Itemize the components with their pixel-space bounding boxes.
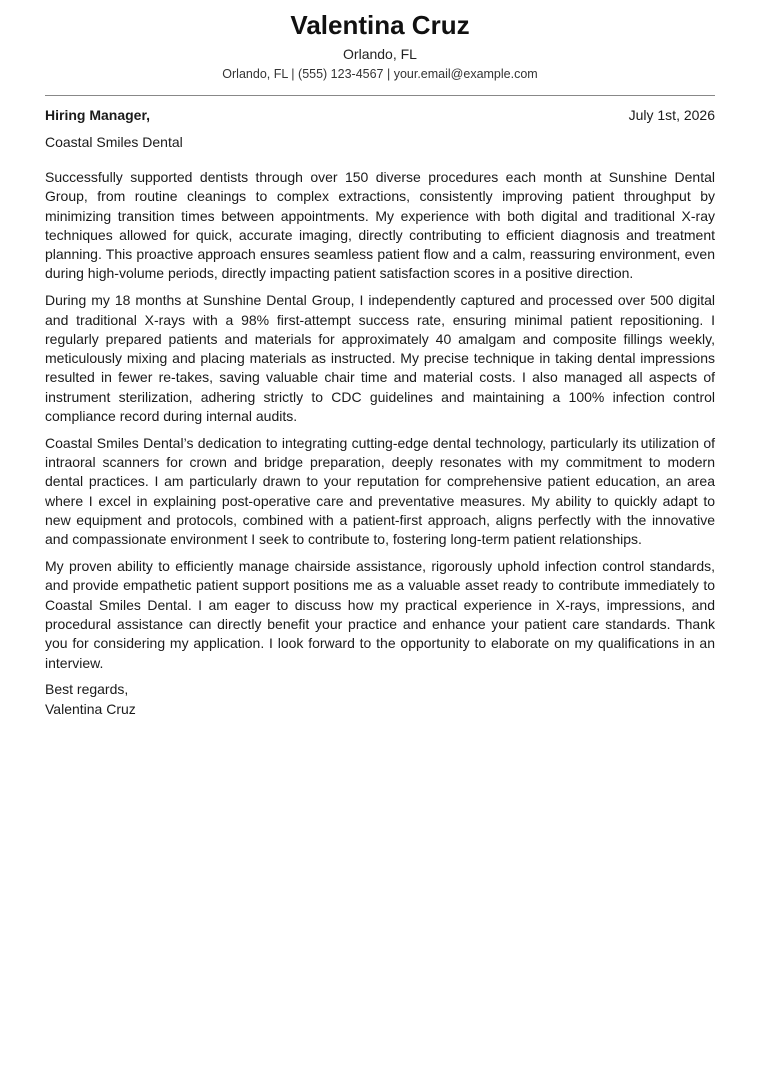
- closing-phrase: Best regards,: [45, 681, 129, 698]
- letter-header: [45, 0, 715, 82]
- signature-name: Valentina Cruz: [45, 700, 136, 717]
- recipient-date-row: [45, 106, 715, 124]
- body-paragraph: Coastal Smiles Dental’s dedication to integrating cutting-edge dental technology, particularly its utilization of intraoral scanners for crown and bridge preparation, deeply resonates with my commitment to modern dental practices. I am particularly drawn to your reputation for comprehensive patient education, an area where I excel in explaining post-operative care and preventative measures. My ability to quickly adapt to new equipment and protocols, combined with a patient-first approach, aligns perfectly with the innovative and compassionate environment I seek to contribute to, fostering long-term patient relationships.: [45, 434, 715, 548]
- body-paragraph: During my 18 months at Sunshine Dental Group, I independently captured and processed over 500 digital and traditional X-rays with a 98% first-attempt success rate, ensuring minimal patient repositioning. I regularly prepared patients and materials for approximately 40 amalgam and composite fillings weekly, meticulously mixing and placing materials as instructed. My precise technique in taking dental impressions resulted in fewer re-takes, saving valuable chair time and material costs. I also managed all aspects of instrument sterilization, adhering strictly to CDC guidelines and maintaining a 100% infection control compliance record during internal audits.: [45, 292, 715, 425]
- recipient-salutation: Hiring Manager,: [45, 107, 151, 123]
- body-paragraph: My proven ability to efficiently manage chairside assistance, rigorously uphold infection control standards, and provide empathetic patient support positions me as a valuable asset ready to contribute immediately to Coastal Smiles Dental. I am eager to discuss how my practical experience in X-rays, impressions, and procedural assistance can directly benefit your practice and enhance your patient care standards. Thank you for considering my application. I look forward to the opportunity to elaborate on my qualifications in an interview.: [45, 558, 715, 671]
- recipient-company: Coastal Smiles Dental: [45, 134, 183, 150]
- letter-body: [45, 168, 715, 673]
- sender-name: Valentina Cruz: [290, 10, 470, 40]
- sender-contact-line: Orlando, FL | (555) 123-4567 | your.email@example.com: [222, 67, 538, 81]
- letter-date: July 1st, 2026: [628, 107, 715, 123]
- header-divider: [45, 95, 715, 96]
- letter-closing: [45, 680, 715, 719]
- body-paragraph: Successfully supported dentists through over 150 diverse procedures each month at Sunshine Dental Group, from routine cleanings to complex extractions, consistently improving patient throughput by minimizing transition times between appointments. My experience with both digital and traditional X-ray techniques allowed for quick, accurate imaging, directly contributing to efficient diagnosis and treatment planning. This proactive approach ensures seamless patient flow and a calm, reassuring environment, even during high-volume periods, directly impacting patient satisfaction scores in a positive direction.: [45, 169, 715, 282]
- sender-location: Orlando, FL: [343, 46, 417, 62]
